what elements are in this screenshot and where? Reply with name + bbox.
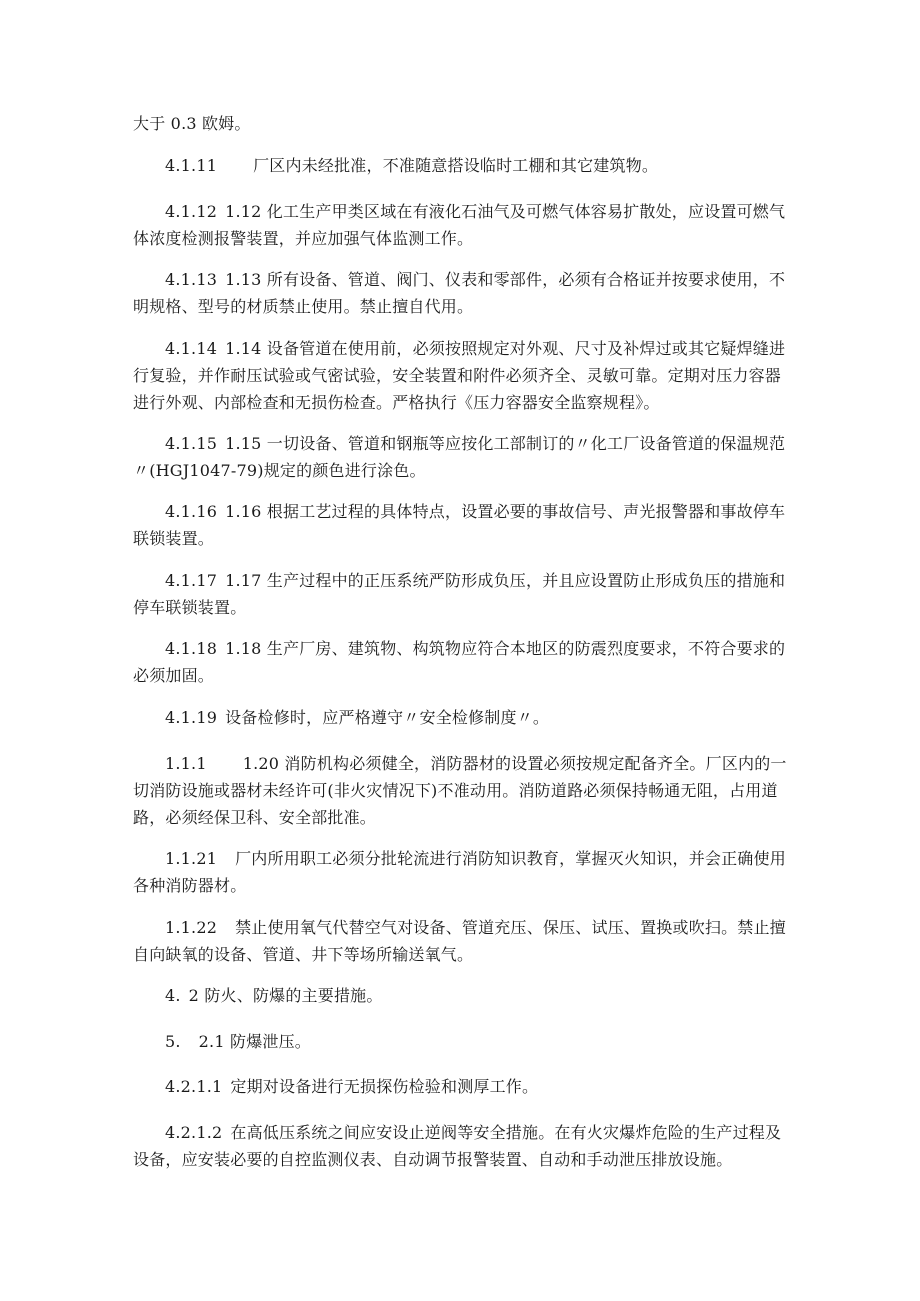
paragraph-text: 1.20 消防机构必须健全，消防器材的设置必须按规定配备齐全。厂区内的一切消防设施或器材未经许可(非火灾情况下)不准动用。消防道路必须保持畅通无阻，占用道路，必须经保卫科、安全部批准。 — [133, 754, 787, 827]
clause-number: 1.1.21 — [165, 849, 218, 868]
paragraph-text: 1.15 一切设备、管道和钢瓶等应按化工部制订的〃化工厂设备管道的保温规范〃(HGJ1047-79)规定的颜色进行涂色。 — [133, 434, 786, 480]
clause-number: 1.1.22 — [165, 918, 218, 937]
paragraph-4-1-15 — [133, 430, 793, 484]
clause-number: 4.2.1.1 — [165, 1077, 223, 1096]
paragraph-1-1-1 — [133, 750, 793, 831]
clause-number: 4.1.15 — [165, 434, 218, 453]
paragraph-text: 厂内所用职工必须分批轮流进行消防知识教育，掌握灭火知识，并会正确使用各种消防器材。 — [133, 849, 786, 895]
paragraph-text: 厂区内未经批准，不准随意搭设临时工棚和其它建筑物。 — [253, 156, 659, 175]
paragraph-1-1-22 — [133, 914, 793, 968]
paragraph-text: 1.12 化工生产甲类区域在有液化石油气及可燃气体容易扩散处，应设置可燃气体浓度检测报警装置，并应加强气体监测工作。 — [133, 202, 786, 248]
clause-number: 4. — [165, 986, 181, 1005]
section-heading-2-1 — [133, 1028, 793, 1055]
paragraph-text: 1.18 生产厂房、建筑物、构筑物应符合本地区的防震烈度要求，不符合要求的必须加固。 — [133, 639, 786, 685]
paragraph-4-1-14 — [133, 335, 793, 416]
clause-number: 4.1.18 — [165, 639, 218, 658]
paragraph-4-2-1-2 — [133, 1119, 793, 1173]
paragraph-text: 1.16 根据工艺过程的具体特点，设置必要的事故信号、声光报警器和事故停车联锁装置。 — [133, 502, 786, 548]
paragraph-continuation — [133, 110, 793, 137]
clause-number: 4.1.13 — [165, 270, 218, 289]
clause-number: 4.1.19 — [165, 708, 218, 727]
section-heading-4-2 — [133, 982, 793, 1009]
paragraph-4-1-13 — [133, 266, 793, 320]
paragraph-4-1-18 — [133, 635, 793, 689]
paragraph-text: 1.14 设备管道在使用前，必须按照规定对外观、尺寸及补焊过或其它疑焊缝进行复验，并作耐压试验或气密试验，安全装置和附件必须齐全、灵敏可靠。定期对压力容器进行外观、内部检查和无损伤检查。严格执行《压力容器安全监察规程》。 — [133, 339, 786, 412]
paragraph-text: 设备检修时，应严格遵守〃安全检修制度〃。 — [225, 708, 550, 727]
paragraph-1-1-21 — [133, 845, 793, 899]
paragraph-4-1-12 — [133, 198, 793, 252]
paragraph-4-1-16 — [133, 498, 793, 552]
paragraph-text: 禁止使用氧气代替空气对设备、管道充压、保压、试压、置换或吹扫。禁止擅自向缺氧的设备、管道、井下等场所输送氧气。 — [133, 918, 786, 964]
clause-number: 4.1.17 — [165, 571, 218, 590]
clause-number: 4.1.11 — [165, 156, 218, 175]
paragraph-text: 2 防火、防爆的主要措施。 — [188, 986, 383, 1005]
paragraph-text: 在高低压系统之间应安设止逆阀等安全措施。在有火灾爆炸危险的生产过程及设备，应安装必要的自控监测仪表、自动调节报警装置、自动和手动泄压排放设施。 — [133, 1123, 782, 1169]
paragraph-text: 2.1 防爆泄压。 — [198, 1032, 312, 1051]
paragraph-text: 1.13 所有设备、管道、阀门、仪表和零部件，必须有合格证并按要求使用，不明规格、型号的材质禁止使用。禁止擅自代用。 — [133, 270, 786, 316]
clause-number: 1.1.1 — [165, 754, 207, 773]
clause-number: 4.1.16 — [165, 502, 218, 521]
clause-number: 4.2.1.2 — [165, 1123, 223, 1142]
paragraph-4-1-19 — [133, 704, 793, 731]
paragraph-4-2-1-1 — [133, 1073, 793, 1100]
paragraph-4-1-17 — [133, 567, 793, 621]
paragraph-4-1-11 — [133, 152, 793, 179]
clause-number: 4.1.12 — [165, 202, 218, 221]
paragraph-text: 1.17 生产过程中的正压系统严防形成负压，并且应设置防止形成负压的措施和停车联锁装置。 — [133, 571, 786, 617]
clause-number: 5. — [165, 1032, 181, 1051]
clause-number: 4.1.14 — [165, 339, 218, 358]
paragraph-text: 大于 0.3 欧姆。 — [133, 114, 251, 133]
paragraph-text: 定期对设备进行无损探伤检验和测厚工作。 — [230, 1077, 539, 1096]
